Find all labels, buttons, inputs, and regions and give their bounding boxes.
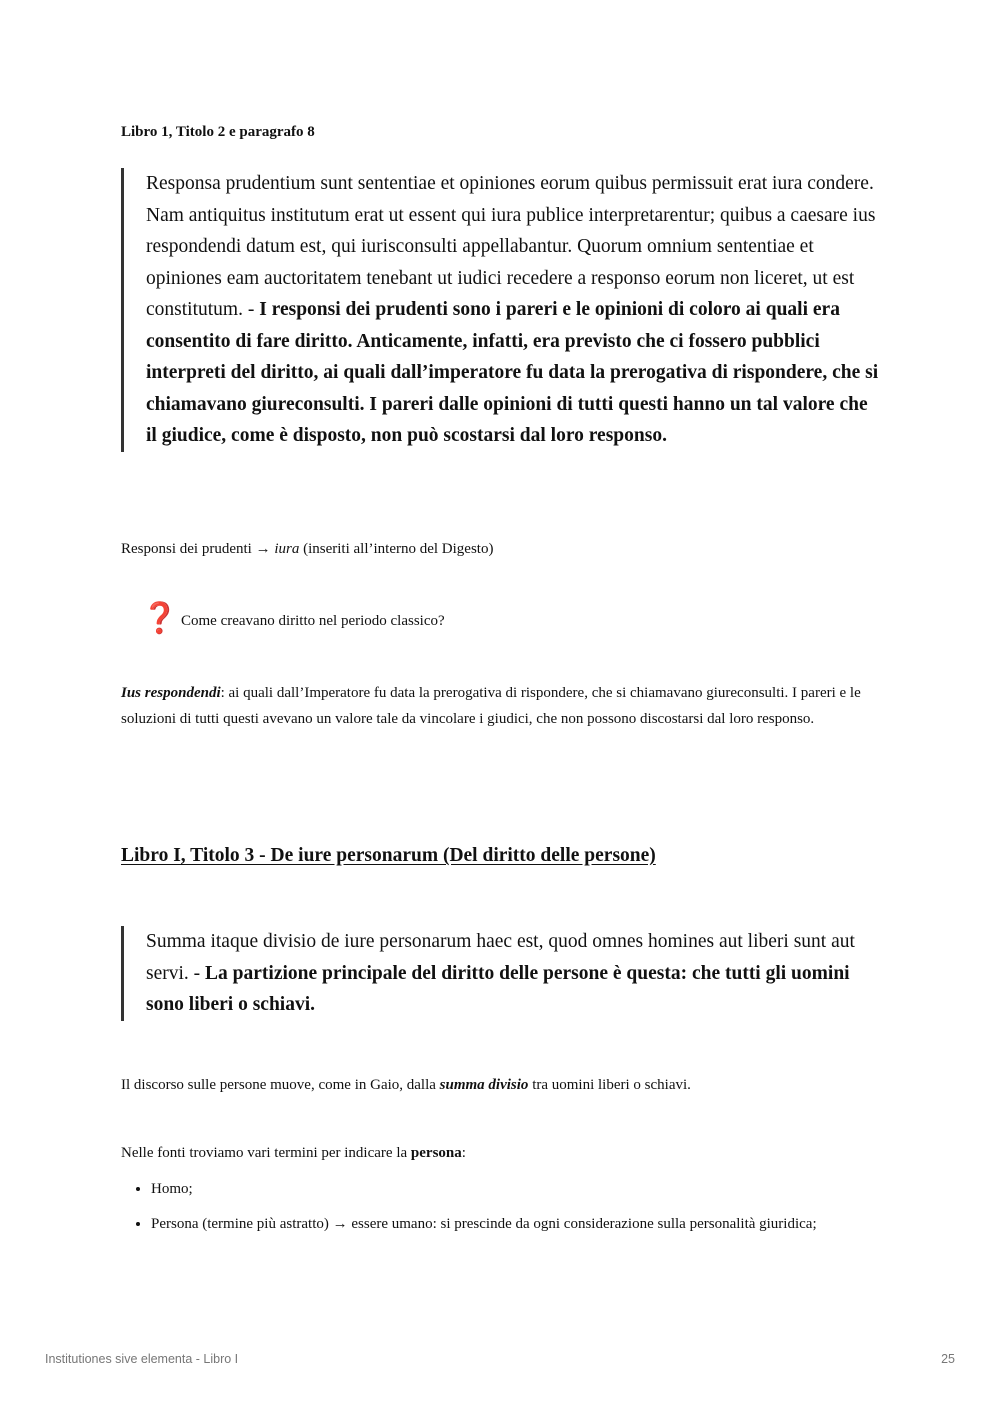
quote-italian-translation: I responsi dei prudenti sono i pareri e le opinioni di coloro ai quali era consentito di fare diritto. Anticamente, infatti, era previsto che ci fossero pubblici interpreti del diritto, ai quali dall’imperatore fu data la prerogativa di rispondere, che si chiamavano giureconsulti. I pareri dalle opinioni di tutti questi hanno un tal valore che il giudice, come è disposto, non può scostarsi dal loro responso. <box>146 299 879 446</box>
term-ius-respondendi: Ius respondendi <box>121 685 221 701</box>
italic-term: iura <box>274 541 300 557</box>
paragraph-text: : <box>461 1145 466 1161</box>
paragraph-fonti <box>121 1141 881 1167</box>
paragraph-text: : ai quali dall’Imperatore fu data la prerogativa di rispondere, che si chiamavano giureconsulti. I pareri e le soluzioni di tutti questi avevano un valore tale da vincolare i giudici, che non possono discostarsi dal loro responso. <box>121 685 861 727</box>
bold-term-persona: persona <box>410 1145 462 1161</box>
page-number: 25 <box>941 1352 955 1366</box>
paragraph-text: Nelle fonti troviamo vari termini per indicare la <box>121 1145 411 1161</box>
list-item: • Persona (termine più astratto) → essere umano: si prescinde da ogni considerazione sulla personalità giuridica; <box>151 1212 881 1238</box>
section-heading-underlined: Libro I, Titolo 3 - De iure personarum (Del diritto delle persone) <box>121 845 656 866</box>
paragraph-ius-respondendi <box>121 681 881 732</box>
quote-italian-translation: La partizione principale del diritto delle persone è questa: che tutti gli uomini sono liberi o schiavi. <box>146 962 850 1015</box>
callout-text: Come creavano diritto nel periodo classico? <box>181 613 445 629</box>
paragraph-responsi <box>121 537 881 563</box>
bullet-list <box>121 1177 881 1246</box>
callout-question <box>121 600 881 642</box>
list-item: • Homo; <box>151 1177 881 1203</box>
quote-latin-text: Summa itaque divisio de iure personarum haec est, quod omnes homines aut liberi sunt aut servi. - <box>146 931 855 984</box>
paragraph-discorso <box>121 1073 881 1099</box>
paragraph-text: (inseriti all’interno del Digesto) <box>299 541 494 557</box>
footer-title: Institutiones sive elementa - Libro I <box>45 1352 239 1366</box>
quote-latin-text: Responsa prudentium sunt sententiae et opiniones eorum quibus permissuit erat iura condere. Nam antiquitus institutum erat ut essent qui iura publice interpretarentur; quibus a caesare ius respondendi datum est, qui iurisconsulti appellabantur. Quorum omnium sententiae et opiniones eam auctoritatem tenebant ut iudici recedere a responso eorum non liceret, ut est constitutum. - <box>146 173 876 320</box>
blockquote <box>121 168 883 452</box>
paragraph-text: Il discorso sulle persone muove, come in Gaio, dalla <box>121 1077 440 1093</box>
section-heading: Libro 1, Titolo 2 e paragrafo 8 <box>121 124 315 140</box>
paragraph-text: tra uomini liberi o schiavi. <box>528 1077 691 1093</box>
emphasis-summa-divisio: summa divisio <box>439 1077 529 1093</box>
paragraph-text: Responsi dei prudenti → <box>121 541 275 557</box>
question-mark-icon: ❓ <box>141 601 179 636</box>
blockquote <box>121 926 883 1021</box>
